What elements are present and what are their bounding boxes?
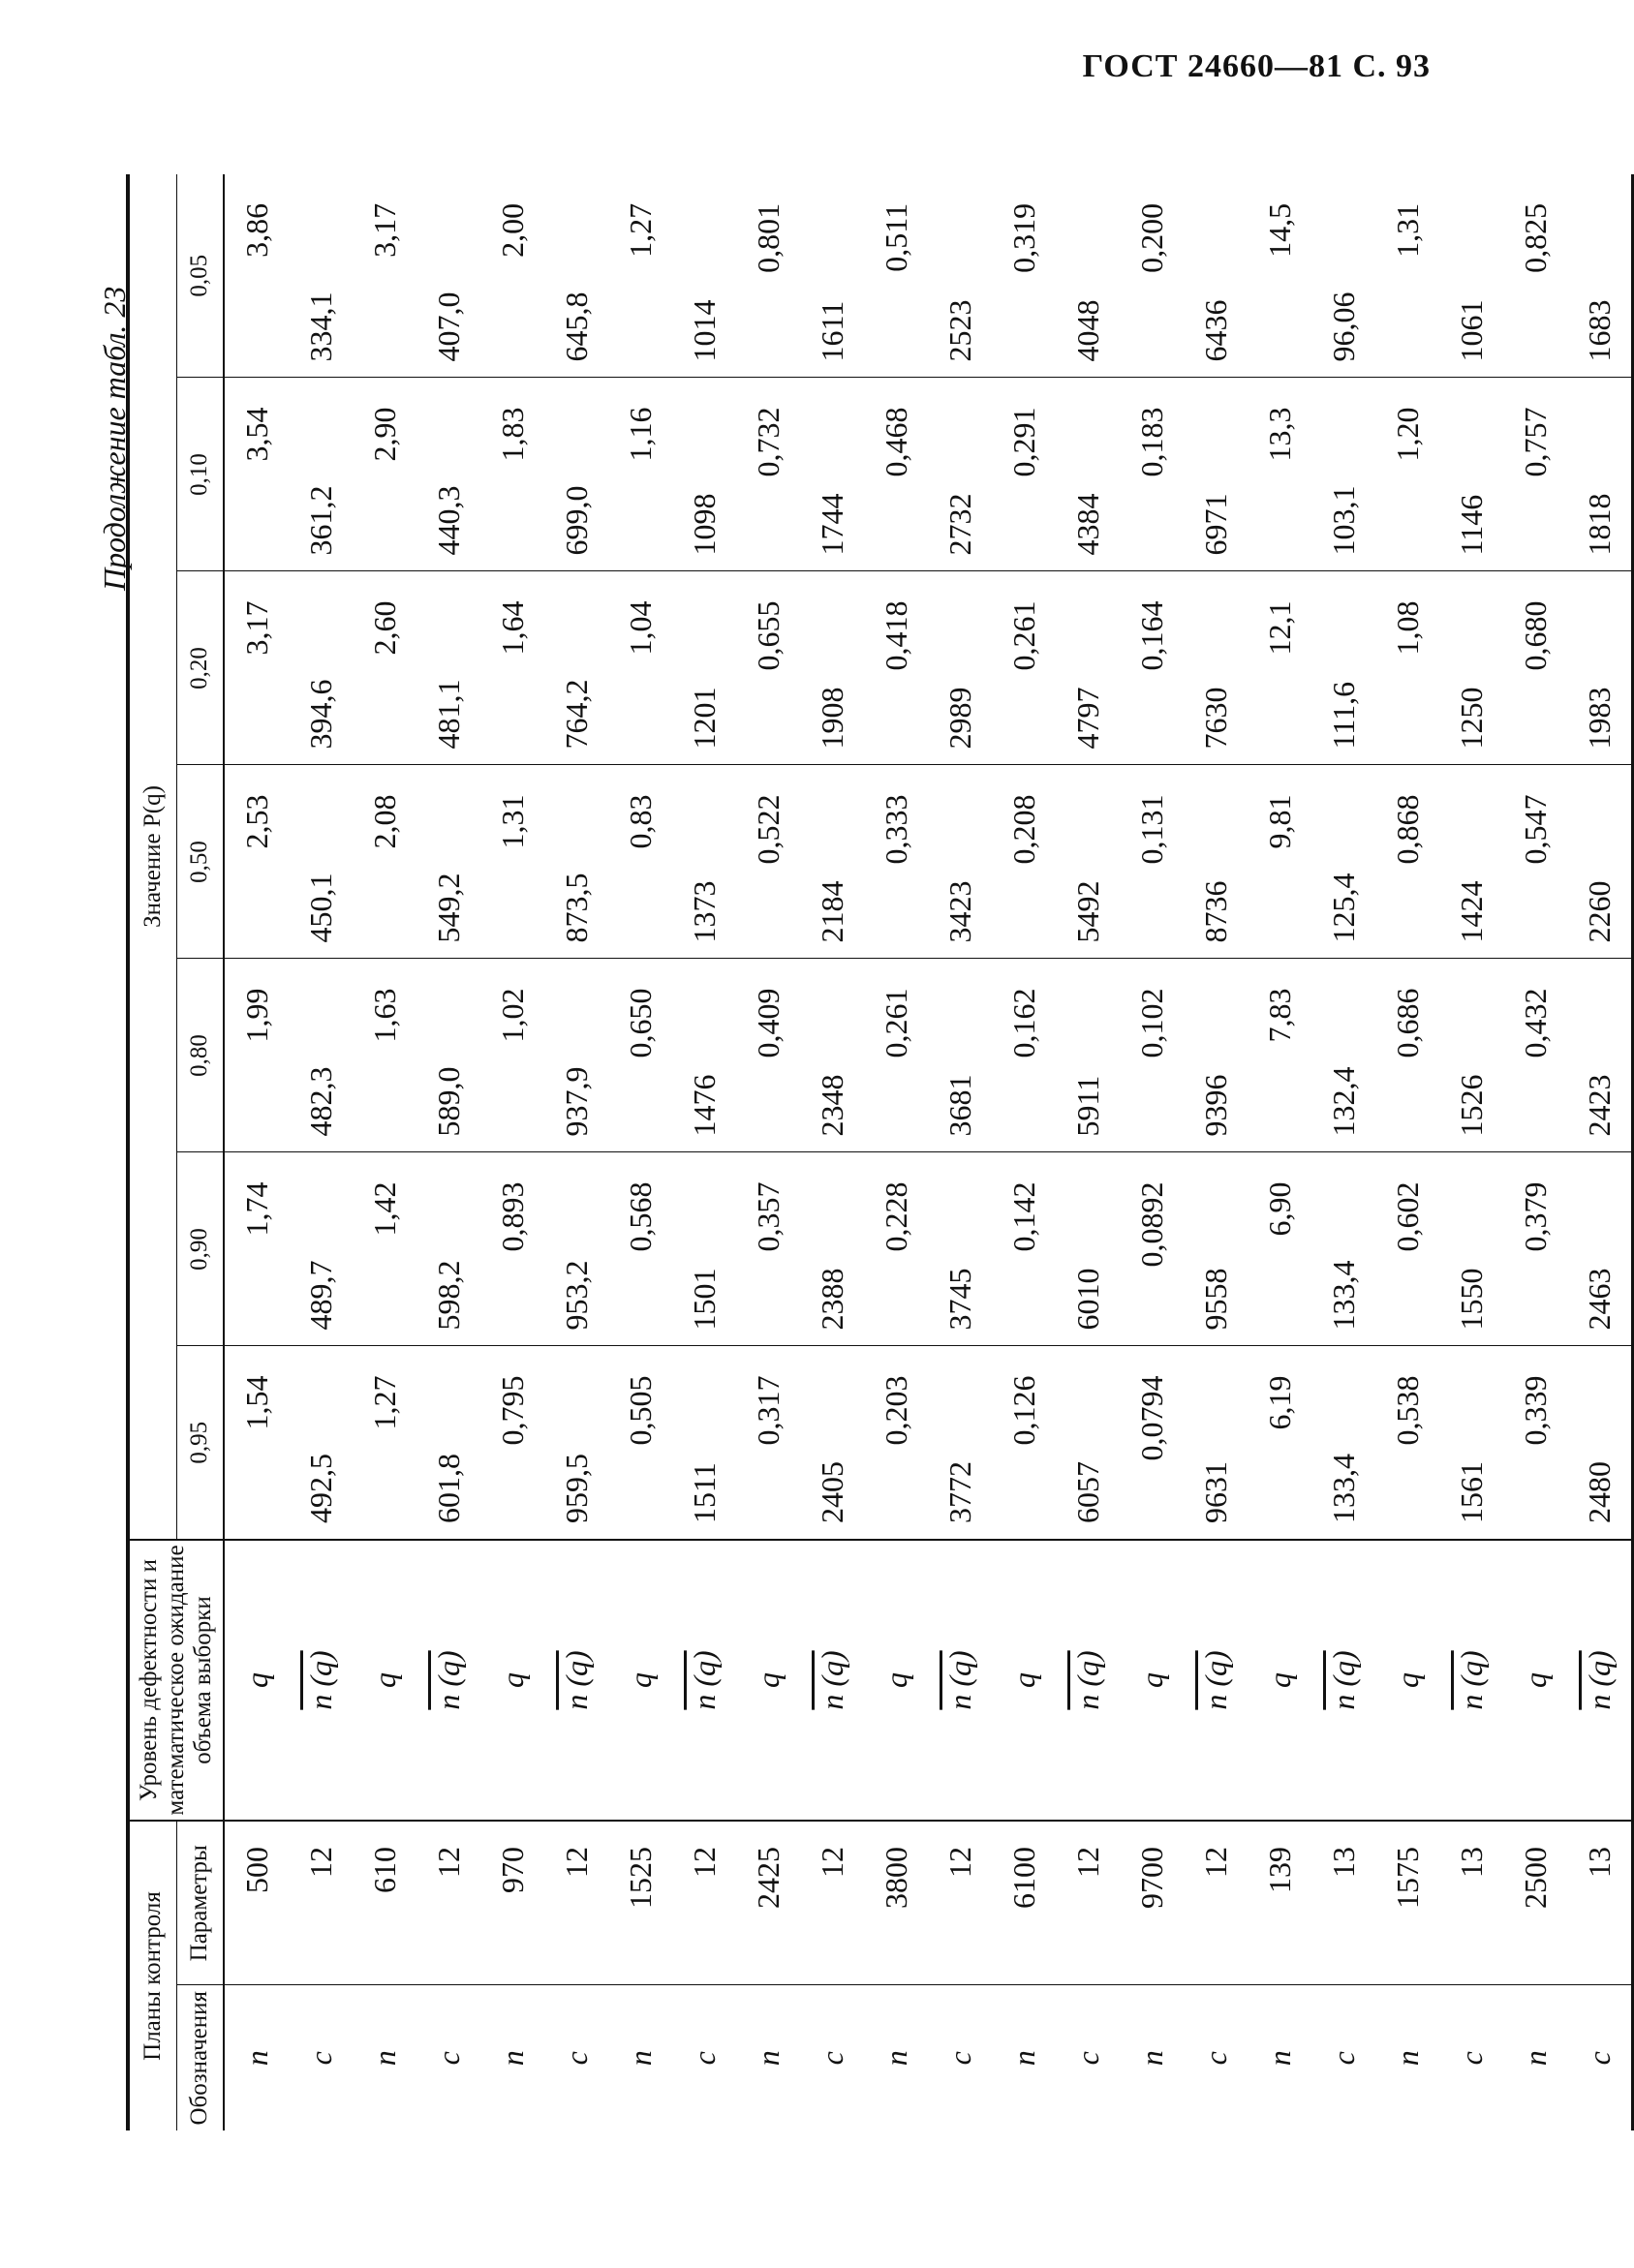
cell-value: 0,732 [736,378,800,571]
page-header: ГОСТ 24660—81 С. 93 [1082,48,1431,84]
cell-value: 0,261 [864,959,928,1152]
cell-value: 3745 [928,1152,992,1346]
cell-level: n (q) [1311,1540,1375,1821]
cell-param: 12 [672,1821,736,1985]
cell-param: 12 [289,1821,353,1985]
cell-value: 1146 [1439,378,1503,571]
cell-value: 1,99 [224,959,289,1152]
cell-value: 1,31 [1375,174,1439,378]
table-row [353,174,416,2130]
cell-value: 13,3 [1248,378,1311,571]
cell-value: 334,1 [289,174,353,378]
cell-param: 3800 [864,1821,928,1985]
cell-symbol: c [814,2051,849,2066]
cell-symbol: c [558,2051,594,2066]
cell-param: 12 [800,1821,864,1985]
cell-value: 6971 [1184,378,1248,571]
cell-value: 3,17 [353,174,416,378]
cell-value: 482,3 [289,959,353,1152]
cell-value: 953,2 [544,1152,608,1346]
cell-level: q [992,1540,1056,1821]
cell-symbol: c [430,2051,466,2066]
cell-value: 0,686 [1375,959,1439,1152]
cell-level: n (q) [544,1540,608,1821]
table-row [416,174,480,2130]
cell-value: 0,418 [864,571,928,765]
cell-level: q [1375,1540,1439,1821]
cell-value: 407,0 [416,174,480,378]
table-row [992,174,1056,2130]
cell-value: 0,0892 [1120,1152,1184,1346]
cell-param: 9700 [1120,1821,1184,1985]
col-header-p-0: 0,95 [176,1346,224,1540]
col-header-p-2: 0,80 [176,959,224,1152]
cell-value: 1,64 [480,571,544,765]
cell-level: q [353,1540,416,1821]
cell-level: n (q) [672,1540,736,1821]
cell-value: 2348 [800,959,864,1152]
cell-value: 1373 [672,765,736,959]
header-row-groups [128,174,176,2130]
cell-value: 3423 [928,765,992,959]
cell-level: n (q) [1056,1540,1120,1821]
cell-value: 1,74 [224,1152,289,1346]
cell-param: 1525 [608,1821,672,1985]
cell-value: 3,17 [224,571,289,765]
table-row [544,174,608,2130]
cell-level: q [1248,1540,1311,1821]
cell-value: 9631 [1184,1346,1248,1540]
cell-value: 0,126 [992,1346,1056,1540]
cell-value: 2184 [800,765,864,959]
cell-value: 7,83 [1248,959,1311,1152]
cell-level: q [736,1540,800,1821]
cell-value: 0,339 [1503,1346,1567,1540]
cell-param: 6100 [992,1821,1056,1985]
cell-value: 2732 [928,378,992,571]
cell-value: 699,0 [544,378,608,571]
cell-value: 0,795 [480,1346,544,1540]
table-row [1503,174,1567,2130]
cell-value: 1061 [1439,174,1503,378]
cell-param: 12 [544,1821,608,1985]
cell-value: 1,20 [1375,378,1439,571]
header-row-columns [176,174,224,2130]
sampling-plan-table [126,174,1634,2130]
cell-symbol: c [941,2051,977,2066]
cell-value: 1561 [1439,1346,1503,1540]
cell-value: 6,19 [1248,1346,1311,1540]
cell-value: 0,317 [736,1346,800,1540]
cell-value: 0,333 [864,765,928,959]
cell-value: 9,81 [1248,765,1311,959]
cell-value: 0,468 [864,378,928,571]
table-row [289,174,353,2130]
cell-value: 0,0794 [1120,1346,1184,1540]
cell-symbol: c [1581,2051,1617,2066]
cell-value: 937,9 [544,959,608,1152]
cell-value: 2260 [1567,765,1633,959]
cell-value: 111,6 [1311,571,1375,765]
cell-value: 96,06 [1311,174,1375,378]
cell-symbol: c [1069,2051,1105,2066]
cell-level: q [224,1540,289,1821]
cell-value: 0,522 [736,765,800,959]
table-row [1567,174,1633,2130]
cell-param: 610 [353,1821,416,1985]
cell-value: 5492 [1056,765,1120,959]
cell-value: 1526 [1439,959,1503,1152]
cell-value: 0,200 [1120,174,1184,378]
cell-value: 125,4 [1311,765,1375,959]
cell-value: 0,164 [1120,571,1184,765]
group-header-values [128,174,176,1540]
cell-symbol: c [686,2051,722,2066]
cell-value: 6436 [1184,174,1248,378]
cell-value: 1744 [800,378,864,571]
cell-value: 0,568 [608,1152,672,1346]
cell-value: 450,1 [289,765,353,959]
cell-value: 394,6 [289,571,353,765]
cell-value: 1550 [1439,1152,1503,1346]
cell-value: 0,319 [992,174,1056,378]
cell-value: 5911 [1056,959,1120,1152]
cell-value: 549,2 [416,765,480,959]
cell-value: 2,08 [353,765,416,959]
cell-symbol: n [878,2050,913,2067]
cell-value: 2,90 [353,378,416,571]
cell-symbol: n [750,2050,786,2067]
cell-value: 0,893 [480,1152,544,1346]
cell-value: 481,1 [416,571,480,765]
cell-value: 103,1 [1311,378,1375,571]
cell-symbol: c [1197,2051,1233,2066]
cell-level: q [864,1540,928,1821]
group-header-plans: Планы контроля [128,1821,176,2130]
table-row [608,174,672,2130]
cell-symbol: n [622,2050,658,2067]
cell-symbol: n [1389,2050,1425,2067]
table-row [864,174,928,2130]
table-caption: Продолжение табл. 23 [97,286,132,591]
cell-value: 0,83 [608,765,672,959]
cell-symbol: c [302,2051,338,2066]
cell-value: 1098 [672,378,736,571]
cell-value: 0,801 [736,174,800,378]
cell-value: 4384 [1056,378,1120,571]
cell-value: 0,825 [1503,174,1567,378]
cell-value: 1424 [1439,765,1503,959]
table-row [1375,174,1439,2130]
cell-level: n (q) [928,1540,992,1821]
cell-value: 0,142 [992,1152,1056,1346]
table-row [1184,174,1248,2130]
cell-value: 2480 [1567,1346,1633,1540]
cell-value: 2423 [1567,959,1633,1152]
cell-value: 0,379 [1503,1152,1567,1346]
cell-value: 0,650 [608,959,672,1152]
cell-param: 1575 [1375,1821,1439,1985]
cell-value: 0,409 [736,959,800,1152]
cell-value: 1,54 [224,1346,289,1540]
table-row [1056,174,1120,2130]
cell-value: 14,5 [1248,174,1311,378]
cell-value: 601,8 [416,1346,480,1540]
rotated-table-area [126,174,1617,2130]
cell-value: 1908 [800,571,864,765]
table-rotation-frame [126,174,1617,2130]
table-caption-wrap [68,165,132,591]
cell-level: n (q) [416,1540,480,1821]
cell-value: 2,00 [480,174,544,378]
cell-value: 598,2 [416,1152,480,1346]
cell-symbol: n [494,2050,530,2067]
cell-value: 764,2 [544,571,608,765]
col-header-p-4: 0,20 [176,571,224,765]
cell-value: 9558 [1184,1152,1248,1346]
cell-param: 2425 [736,1821,800,1985]
cell-value: 1,04 [608,571,672,765]
table-row [672,174,736,2130]
cell-level: n (q) [1184,1540,1248,1821]
cell-symbol: n [238,2050,274,2067]
cell-param: 12 [928,1821,992,1985]
cell-value: 1250 [1439,571,1503,765]
cell-symbol: n [366,2050,402,2067]
cell-value: 1,27 [353,1346,416,1540]
cell-value: 3681 [928,959,992,1152]
cell-symbol: n [1005,2050,1041,2067]
cell-value: 0,505 [608,1346,672,1540]
cell-value: 0,183 [1120,378,1184,571]
cell-value: 1511 [672,1346,736,1540]
cell-value: 1201 [672,571,736,765]
cell-value: 0,131 [1120,765,1184,959]
table-row [1248,174,1311,2130]
cell-param: 13 [1311,1821,1375,1985]
cell-param: 12 [1056,1821,1120,1985]
col-header-params: Параметры [176,1821,224,1985]
cell-value: 2405 [800,1346,864,1540]
col-header-symbols: Обозначения [176,1985,224,2130]
cell-value: 0,291 [992,378,1056,571]
table-row [928,174,992,2130]
cell-value: 1,31 [480,765,544,959]
cell-level: n (q) [1567,1540,1633,1821]
cell-value: 133,4 [1311,1346,1375,1540]
cell-value: 0,261 [992,571,1056,765]
cell-value: 0,162 [992,959,1056,1152]
cell-value: 6,90 [1248,1152,1311,1346]
table-row [800,174,864,2130]
cell-value: 361,2 [289,378,353,571]
cell-value: 1501 [672,1152,736,1346]
table-body [224,174,1633,2130]
cell-value: 1,27 [608,174,672,378]
cell-value: 0,432 [1503,959,1567,1152]
cell-value: 3772 [928,1346,992,1540]
cell-value: 0,203 [864,1346,928,1540]
cell-value: 2523 [928,174,992,378]
cell-param: 13 [1567,1821,1633,1985]
cell-value: 0,208 [992,765,1056,959]
table-row [736,174,800,2130]
cell-value: 1818 [1567,378,1633,571]
cell-value: 0,680 [1503,571,1567,765]
cell-value: 1,63 [353,959,416,1152]
col-header-level: Уровень дефектности и математическое ожидание объема выборки [128,1540,224,1821]
cell-value: 489,7 [289,1152,353,1346]
cell-value: 1,08 [1375,571,1439,765]
cell-value: 3,86 [224,174,289,378]
table-row [480,174,544,2130]
col-header-p-3: 0,50 [176,765,224,959]
cell-value: 0,868 [1375,765,1439,959]
cell-value: 6057 [1056,1346,1120,1540]
cell-level: n (q) [800,1540,864,1821]
cell-value: 0,547 [1503,765,1567,959]
table-row [1311,174,1375,2130]
cell-value: 2,53 [224,765,289,959]
cell-param: 12 [1184,1821,1248,1985]
cell-value: 1683 [1567,174,1633,378]
cell-param: 2500 [1503,1821,1567,1985]
cell-value: 1,16 [608,378,672,571]
cell-value: 4048 [1056,174,1120,378]
cell-param: 13 [1439,1821,1503,1985]
group-header-values-text: Значение P(q) [139,785,166,928]
cell-symbol: n [1517,2050,1553,2067]
cell-value: 0,102 [1120,959,1184,1152]
cell-level: q [1120,1540,1184,1821]
cell-symbol: c [1453,2051,1489,2066]
cell-value: 0,655 [736,571,800,765]
cell-value: 2989 [928,571,992,765]
cell-value: 0,538 [1375,1346,1439,1540]
cell-level: q [1503,1540,1567,1821]
cell-value: 645,8 [544,174,608,378]
cell-value: 4797 [1056,571,1120,765]
cell-value: 1983 [1567,571,1633,765]
cell-value: 440,3 [416,378,480,571]
table-row [1439,174,1503,2130]
cell-level: q [608,1540,672,1821]
col-header-p-5: 0,10 [176,378,224,571]
cell-value: 133,4 [1311,1152,1375,1346]
col-header-p-1: 0,90 [176,1152,224,1346]
cell-value: 0,228 [864,1152,928,1346]
cell-param: 500 [224,1821,289,1985]
cell-value: 9396 [1184,959,1248,1152]
cell-symbol: n [1133,2050,1169,2067]
cell-value: 2463 [1567,1152,1633,1346]
cell-param: 12 [416,1821,480,1985]
cell-value: 6010 [1056,1152,1120,1346]
cell-value: 589,0 [416,959,480,1152]
cell-value: 1476 [672,959,736,1152]
cell-value: 8736 [1184,765,1248,959]
cell-value: 12,1 [1248,571,1311,765]
cell-value: 7630 [1184,571,1248,765]
cell-value: 0,357 [736,1152,800,1346]
cell-level: q [480,1540,544,1821]
cell-value: 1,02 [480,959,544,1152]
cell-level: n (q) [289,1540,353,1821]
cell-value: 2,60 [353,571,416,765]
cell-value: 492,5 [289,1346,353,1540]
cell-param: 139 [1248,1821,1311,1985]
cell-value: 2388 [800,1152,864,1346]
cell-level: n (q) [1439,1540,1503,1821]
cell-value: 1611 [800,174,864,378]
cell-symbol: n [1261,2050,1297,2067]
cell-value: 1,42 [353,1152,416,1346]
cell-param: 970 [480,1821,544,1985]
cell-value: 132,4 [1311,959,1375,1152]
col-header-p-6: 0,05 [176,174,224,378]
table-row [1120,174,1184,2130]
table-row [224,174,289,2130]
cell-value: 959,5 [544,1346,608,1540]
cell-value: 1,83 [480,378,544,571]
cell-value: 3,54 [224,378,289,571]
cell-value: 873,5 [544,765,608,959]
cell-value: 0,602 [1375,1152,1439,1346]
cell-value: 0,757 [1503,378,1567,571]
cell-value: 1014 [672,174,736,378]
cell-value: 0,511 [864,174,928,378]
cell-symbol: c [1325,2051,1361,2066]
